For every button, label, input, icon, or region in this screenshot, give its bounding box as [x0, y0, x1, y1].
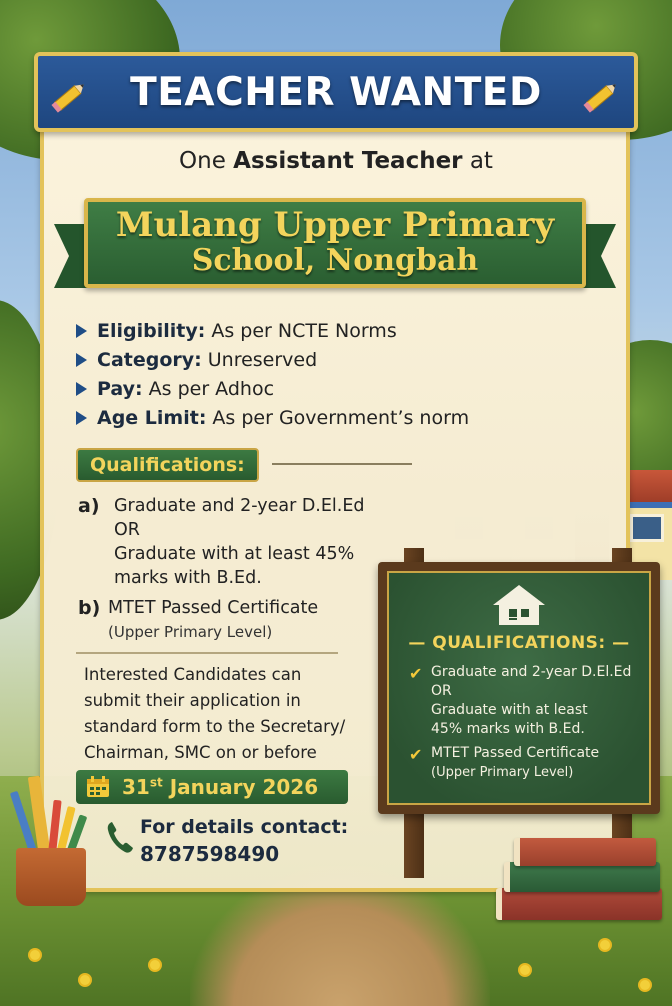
school-name-line2: School, Nongbah	[191, 243, 479, 279]
qualifications-heading: Qualifications:	[76, 448, 259, 482]
list-item: ✔ MTET Passed Certificate (Upper Primary Level)	[409, 745, 600, 780]
pencil-icon	[48, 74, 92, 118]
chalkboard-sign	[378, 562, 660, 814]
house-icon	[489, 583, 549, 627]
intro-line	[40, 148, 632, 174]
intro-suffix: at	[462, 148, 493, 174]
school-ribbon	[54, 198, 616, 294]
page-title: TEACHER WANTED	[130, 69, 542, 115]
bullet-icon	[76, 382, 87, 396]
pencil-icon	[580, 74, 624, 118]
school-name-line1: Mulang Upper Primary	[115, 205, 555, 246]
header-banner	[34, 52, 638, 132]
list-item: ✔ Graduate and 2-year D.El.Ed OR Graduate with at least 45% marks with B.Ed.	[409, 664, 632, 737]
bullet-icon	[76, 411, 87, 425]
check-icon: ✔	[409, 745, 423, 764]
list-item: Eligibility: As per NCTE Norms	[76, 316, 469, 345]
qualification-a: a) Graduate and 2-year D.El.Ed OR Graduate with at least 45% marks with B.Ed.	[78, 495, 365, 588]
bullet-icon	[76, 353, 87, 367]
check-icon: ✔	[409, 664, 423, 683]
deadline-date: 31st January 2026	[122, 775, 319, 799]
deadline-badge	[76, 770, 348, 804]
contact-phone: 8787598490	[140, 842, 280, 866]
board-list	[409, 663, 631, 782]
details-list	[76, 316, 469, 432]
list-item: Category: Unreserved	[76, 345, 469, 374]
board-title: — QUALIFICATIONS: —	[408, 633, 630, 653]
list-item: Pay: As per Adhoc	[76, 374, 469, 403]
application-instructions: Interested Candidates can submit their application in standard form to the Secretary/ Chairman, SMC on or before	[84, 665, 346, 762]
bullet-icon	[76, 324, 87, 338]
phone-icon	[106, 820, 134, 854]
calendar-icon	[86, 776, 110, 798]
intro-position: Assistant Teacher	[233, 148, 463, 174]
divider	[272, 463, 412, 465]
contact-label: For details contact:	[140, 816, 349, 838]
intro-prefix: One	[179, 148, 234, 174]
divider	[76, 652, 338, 654]
list-item: Age Limit: As per Government’s norm	[76, 403, 469, 432]
qualification-b: b) MTET Passed Certificate (Upper Primary Level)	[78, 597, 319, 641]
